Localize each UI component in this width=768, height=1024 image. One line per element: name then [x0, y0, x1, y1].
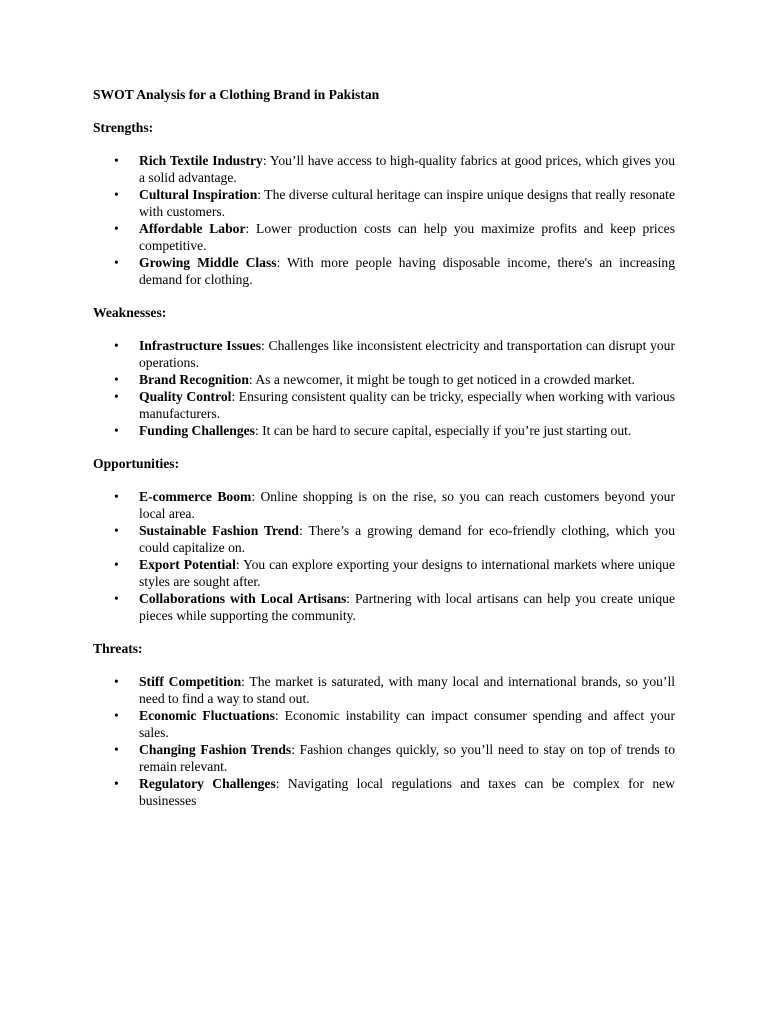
bullet-icon: • [114, 389, 119, 404]
item-term: Cultural Inspiration [139, 187, 258, 202]
item-text: : Economic instability can impact consumer spending and affect your sales. [139, 708, 676, 740]
list-item [93, 707, 675, 741]
list-item [93, 556, 675, 590]
item-term: Economic Fluctuations [139, 708, 275, 723]
item-text: : Ensuring consistent quality can be tricky, especially when working with various manufacturers. [139, 389, 675, 421]
list-item [93, 186, 675, 220]
item-text: : Online shopping is on the rise, so you can reach customers beyond your local area. [139, 489, 675, 521]
item-term: Regulatory Challenges [139, 776, 276, 791]
document-title: SWOT Analysis for a Clothing Brand in Pakistan [93, 87, 380, 102]
list-item [93, 152, 675, 186]
item-text: : The market is saturated, with many local and international brands, so you’ll need to find a way to stand out. [139, 674, 676, 706]
bullet-icon: • [114, 557, 119, 572]
list-item [93, 673, 675, 707]
weaknesses-list [93, 337, 675, 439]
list-item [93, 488, 675, 522]
bullet-icon: • [114, 153, 119, 168]
opportunities-list [93, 488, 675, 624]
bullet-icon: • [114, 372, 119, 387]
item-term: Stiff Competition [139, 674, 242, 689]
item-text: : Challenges like inconsistent electricity and transportation can disrupt your operations. [139, 338, 675, 370]
item-term: Quality Control [139, 389, 232, 404]
list-item [93, 220, 675, 254]
item-term: E-commerce Boom [139, 489, 252, 504]
bullet-icon: • [114, 187, 119, 202]
item-text: : There’s a growing demand for eco-friendly clothing, which you could capitalize on. [139, 523, 676, 555]
item-text: : Partnering with local artisans can help you create unique pieces while supporting the community. [139, 591, 675, 623]
list-item [93, 371, 675, 388]
list-item [93, 590, 675, 624]
item-term: Growing Middle Class [139, 255, 277, 270]
item-term: Rich Textile Industry [139, 153, 263, 168]
section-heading-opportunities: Opportunities: [93, 456, 180, 471]
list-item [93, 775, 675, 809]
item-term: Sustainable Fashion Trend [139, 523, 299, 538]
item-text: : The diverse cultural heritage can inspire unique designs that really resonate with customers. [139, 187, 675, 219]
item-text: : With more people having disposable income, there's an increasing demand for clothing. [139, 255, 675, 287]
item-term: Funding Challenges [139, 423, 255, 438]
bullet-icon: • [114, 674, 119, 689]
list-item [93, 337, 675, 371]
list-item [93, 254, 675, 288]
item-text: : Lower production costs can help you maximize profits and keep prices competitive. [139, 221, 675, 253]
item-text: : It can be hard to secure capital, especially if you’re just starting out. [254, 423, 632, 438]
bullet-icon: • [114, 523, 119, 538]
item-term: Affordable Labor [139, 221, 246, 236]
section-heading-strengths: Strengths: [93, 120, 154, 135]
bullet-icon: • [114, 423, 119, 438]
bullet-icon: • [114, 776, 119, 791]
item-text: : You’ll have access to high-quality fabrics at good prices, which gives you a solid advantage. [139, 153, 675, 185]
list-item [93, 422, 675, 439]
list-item [93, 741, 675, 775]
strengths-list [93, 152, 675, 288]
item-text: : Navigating local regulations and taxes can be complex for new businesses [139, 776, 675, 808]
list-item [93, 522, 675, 556]
item-term: Changing Fashion Trends [139, 742, 292, 757]
item-text: : As a newcomer, it might be tough to get noticed in a crowded market. [248, 372, 635, 387]
item-term: Export Potential [139, 557, 236, 572]
list-item [93, 388, 675, 422]
item-term: Infrastructure Issues [139, 338, 262, 353]
document-page [93, 86, 675, 825]
bullet-icon: • [114, 708, 119, 723]
bullet-icon: • [114, 255, 119, 270]
item-text: : You can explore exporting your designs to international markets where unique styles are sought after. [139, 557, 675, 589]
section-heading-weaknesses: Weaknesses: [93, 305, 167, 320]
item-term: Brand Recognition [139, 372, 249, 387]
bullet-icon: • [114, 338, 119, 353]
bullet-icon: • [114, 489, 119, 504]
section-heading-threats: Threats: [93, 641, 143, 656]
threats-list [93, 673, 675, 809]
item-term: Collaborations with Local Artisans [139, 591, 347, 606]
bullet-icon: • [114, 742, 119, 757]
bullet-icon: • [114, 221, 119, 236]
item-text: : Fashion changes quickly, so you’ll need to stay on top of trends to remain relevant. [139, 742, 675, 774]
bullet-icon: • [114, 591, 119, 606]
